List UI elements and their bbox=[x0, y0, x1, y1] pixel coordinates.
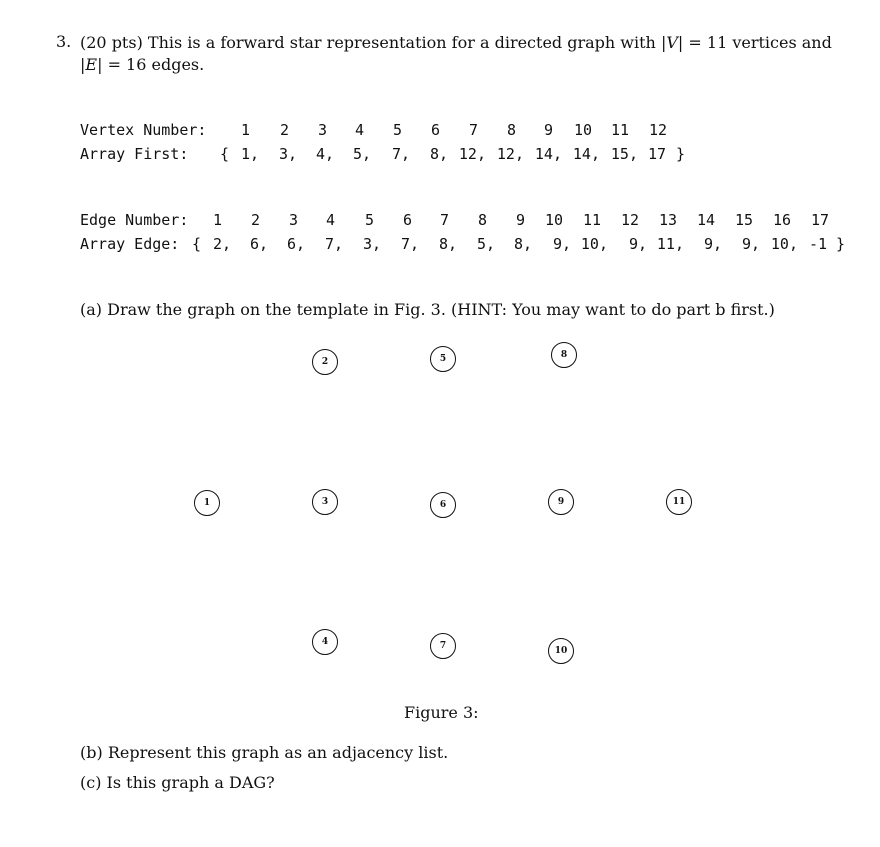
vertex-number-cell: 4 bbox=[354, 121, 364, 139]
array-first-cell: 7, bbox=[391, 145, 410, 163]
array-edge-cell: 6, bbox=[286, 235, 305, 253]
edge-number-label: Edge Number: bbox=[80, 211, 189, 229]
array-edge-close-brace: } bbox=[836, 235, 846, 253]
graph-node-11: 11 bbox=[666, 489, 692, 515]
edge-number-cell: 15 bbox=[734, 211, 753, 229]
edge-number-cell: 2 bbox=[250, 211, 260, 229]
vertex-number-label: Vertex Number: bbox=[80, 121, 207, 139]
array-edge-cell: 6, bbox=[249, 235, 268, 253]
vertex-number-cell: 6 bbox=[430, 121, 440, 139]
array-first-open-brace: { bbox=[220, 145, 230, 163]
part-c-text: (c) Is this graph a DAG? bbox=[80, 773, 275, 792]
graph-node-1: 1 bbox=[194, 490, 220, 516]
array-edge-cell: 11, bbox=[656, 235, 684, 253]
edge-number-cell: 7 bbox=[439, 211, 449, 229]
graph-node-9: 9 bbox=[548, 489, 574, 515]
array-edge-cell: 10, bbox=[580, 235, 608, 253]
array-edge-cell: 9, bbox=[741, 235, 760, 253]
array-first-cell: 14, bbox=[534, 145, 562, 163]
graph-node-4: 4 bbox=[312, 629, 338, 655]
vertex-number-cell: 7 bbox=[468, 121, 478, 139]
array-first-label: Array First: bbox=[80, 145, 189, 163]
graph-node-7: 7 bbox=[430, 633, 456, 659]
points-label: (20 pts) bbox=[80, 33, 143, 52]
edge-number-cell: 16 bbox=[772, 211, 791, 229]
array-edge-cell: 3, bbox=[362, 235, 381, 253]
vertex-number-cell: 2 bbox=[279, 121, 289, 139]
edge-number-cell: 5 bbox=[364, 211, 374, 229]
vertex-number-cell: 5 bbox=[392, 121, 402, 139]
array-first-cell: 17 bbox=[647, 145, 666, 163]
edge-number-cell: 3 bbox=[288, 211, 298, 229]
array-first-cell: 8, bbox=[429, 145, 448, 163]
edge-count-text: = 16 edges. bbox=[107, 55, 205, 74]
array-first-cell: 15, bbox=[610, 145, 638, 163]
vertex-number-cell: 8 bbox=[506, 121, 516, 139]
problem-number: 3. bbox=[56, 32, 72, 51]
array-edge-cell: -1 bbox=[808, 235, 827, 253]
array-edge-cell: 2, bbox=[212, 235, 231, 253]
vertex-number-cell: 10 bbox=[573, 121, 592, 139]
edge-number-cell: 4 bbox=[325, 211, 335, 229]
graph-node-10: 10 bbox=[548, 638, 574, 664]
edge-number-cell: 12 bbox=[620, 211, 639, 229]
vertex-number-cell: 11 bbox=[610, 121, 629, 139]
figure-caption: Figure 3: bbox=[404, 703, 479, 722]
array-edge-cell: 7, bbox=[400, 235, 419, 253]
edge-set-symbol: |E| bbox=[80, 55, 103, 74]
edge-number-cell: 14 bbox=[696, 211, 715, 229]
array-edge-cell: 7, bbox=[324, 235, 343, 253]
array-first-cell: 12, bbox=[458, 145, 486, 163]
array-edge-cell: 9, bbox=[703, 235, 722, 253]
array-edge-cell: 10, bbox=[770, 235, 798, 253]
edge-number-cell: 10 bbox=[544, 211, 563, 229]
array-first-cell: 5, bbox=[352, 145, 371, 163]
vertex-count-text: = 11 vertices and bbox=[688, 33, 832, 52]
array-edge-open-brace: { bbox=[192, 235, 202, 253]
array-first-close-brace: } bbox=[676, 145, 686, 163]
intro-text: This is a forward star representation for a directed graph with bbox=[147, 33, 656, 52]
part-a-text: (a) Draw the graph on the template in Fig. 3. (HINT: You may want to do part b first.) bbox=[80, 300, 775, 319]
vertex-set-symbol: |V| bbox=[660, 33, 684, 52]
vertex-number-cell: 1 bbox=[240, 121, 250, 139]
array-first-cell: 3, bbox=[278, 145, 297, 163]
array-edge-cell: 9, bbox=[552, 235, 571, 253]
vertex-number-cell: 9 bbox=[543, 121, 553, 139]
array-first-cell: 14, bbox=[572, 145, 600, 163]
array-first-cell: 1, bbox=[240, 145, 259, 163]
array-edge-cell: 8, bbox=[438, 235, 457, 253]
edge-number-cell: 13 bbox=[658, 211, 677, 229]
part-b-text: (b) Represent this graph as an adjacency list. bbox=[80, 743, 449, 762]
array-edge-cell: 8, bbox=[513, 235, 532, 253]
edge-number-cell: 9 bbox=[515, 211, 525, 229]
array-first-cell: 12, bbox=[496, 145, 524, 163]
edge-number-cell: 11 bbox=[582, 211, 601, 229]
array-edge-cell: 5, bbox=[476, 235, 495, 253]
graph-node-8: 8 bbox=[551, 342, 577, 368]
vertex-number-cell: 12 bbox=[648, 121, 667, 139]
edge-number-cell: 6 bbox=[402, 211, 412, 229]
graph-node-3: 3 bbox=[312, 489, 338, 515]
graph-node-2: 2 bbox=[312, 349, 338, 375]
edge-number-cell: 17 bbox=[810, 211, 829, 229]
array-edge-cell: 9, bbox=[628, 235, 647, 253]
graph-node-5: 5 bbox=[430, 346, 456, 372]
edge-number-cell: 1 bbox=[212, 211, 222, 229]
edge-number-cell: 8 bbox=[477, 211, 487, 229]
graph-node-6: 6 bbox=[430, 492, 456, 518]
array-edge-label: Array Edge: bbox=[80, 235, 180, 253]
array-first-cell: 4, bbox=[315, 145, 334, 163]
vertex-number-cell: 3 bbox=[317, 121, 327, 139]
problem-statement bbox=[80, 32, 855, 76]
